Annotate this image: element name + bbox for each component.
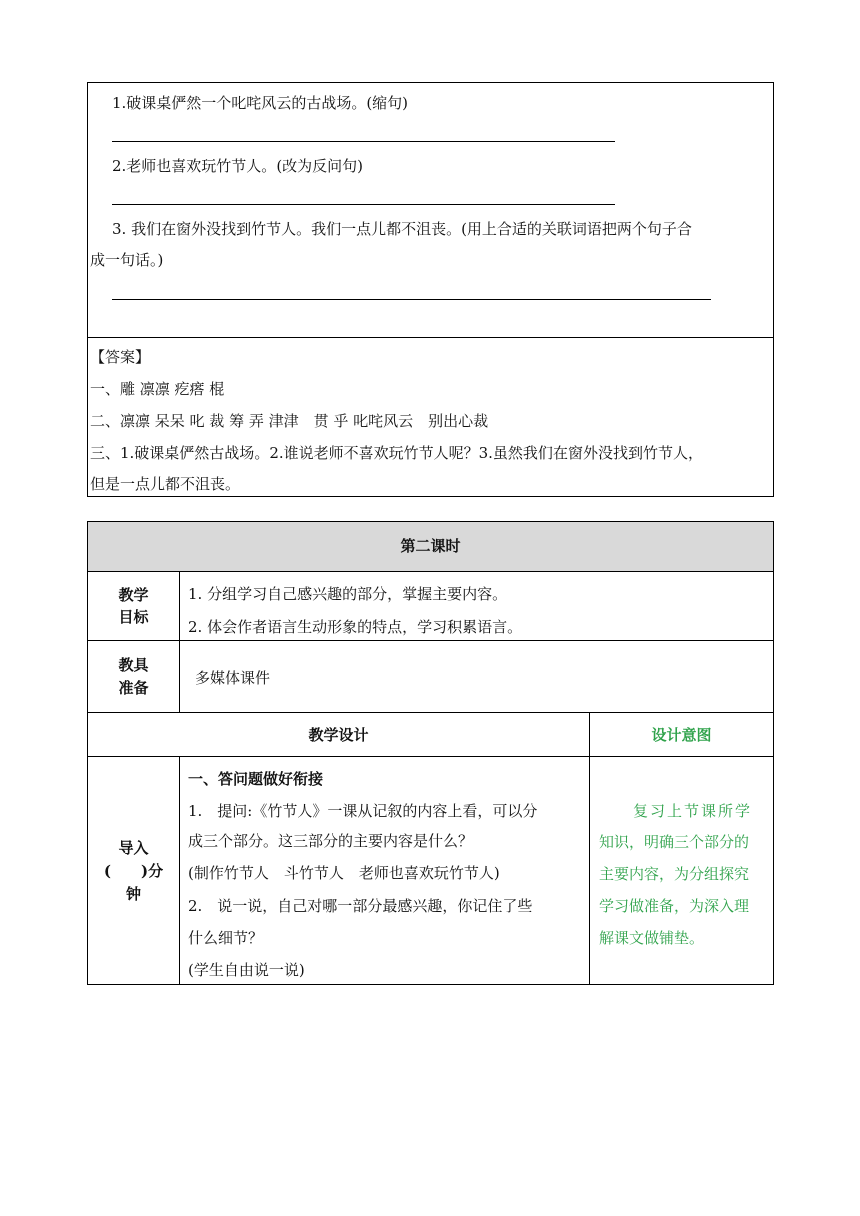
q1-answer-line (112, 141, 615, 142)
intent-line2: 知识，明确三个部分的 (599, 833, 750, 851)
answer-line2: 二、凛凛 呆呆 叱 裁 筹 弄 津津 贯 乎 叱咤风云 别出心裁 (90, 412, 489, 430)
tools-value: 多媒体课件 (195, 669, 271, 687)
step2-line1: 2. 说一说，自己对哪一部分最感兴趣，你记住了些 (188, 897, 533, 915)
intro-label-3: 钟 (125, 885, 141, 903)
lesson-title: 第二课时 (400, 537, 461, 555)
intent-line3: 主要内容，为分组探究 (599, 865, 750, 883)
exercise-q2: 2.老师也喜欢玩竹节人。(改为反问句) (112, 157, 364, 175)
exercise-q3-line1: 3. 我们在窗外没找到竹节人。我们一点儿都不沮丧。(用上合适的关联词语把两个句子合 (112, 220, 692, 238)
goals-label-2: 目标 (118, 608, 149, 626)
exercise-q3-line2: 成一句话。) (90, 251, 164, 269)
label-column-divider-1 (179, 571, 180, 712)
goal-1: 1. 分组学习自己感兴趣的部分，掌握主要内容。 (188, 585, 508, 603)
section-heading: 一、答问题做好衔接 (188, 770, 324, 788)
row-divider-4 (87, 756, 774, 757)
step2-line2: 什么细节？ (188, 929, 264, 947)
step1-line1: 1. 提问:《竹节人》一课从记叙的内容上看，可以分 (188, 802, 538, 820)
tools-label-1: 教具 (118, 656, 149, 674)
label-column-divider-2 (179, 756, 180, 985)
intro-label-2: ( )分 (103, 862, 164, 880)
answer-line4: 但是一点儿都不沮丧。 (90, 475, 241, 493)
intent-line1: 复习上节课所学 (633, 802, 753, 820)
intent-column-divider (589, 712, 590, 985)
step1-answer: (制作竹节人 斗竹节人 老师也喜欢玩竹节人) (188, 864, 500, 882)
row-divider-2 (87, 640, 774, 641)
exercise-q1: 1.破课桌俨然一个叱咤风云的古战场。(缩句) (112, 94, 409, 112)
row-divider-3 (87, 712, 774, 713)
goals-label-1: 教学 (118, 586, 149, 604)
answer-heading: 【答案】 (90, 348, 151, 366)
step2-answer: (学生自由说一说) (188, 961, 305, 979)
exercise-answer-divider (87, 337, 774, 338)
intent-line4: 学习做准备，为深入理 (599, 897, 750, 915)
q2-answer-line (112, 204, 615, 205)
intro-label-1: 导入 (118, 839, 149, 857)
exercise-box (87, 82, 774, 497)
answer-line3: 三、1.破课桌俨然古战场。2.谁说老师不喜欢玩竹节人呢？3.虽然我们在窗外没找到竹节人， (90, 444, 703, 462)
design-header: 教学设计 (308, 726, 369, 744)
intent-header: 设计意图 (651, 726, 712, 744)
answer-line1: 一、雕 凛凛 疙瘩 棍 (90, 380, 225, 398)
q3-answer-line (112, 299, 711, 300)
row-divider-1 (87, 571, 774, 572)
intent-line5: 解课文做铺垫。 (599, 929, 705, 947)
goal-2: 2. 体会作者语言生动形象的特点，学习积累语言。 (188, 618, 523, 636)
tools-label-2: 准备 (118, 679, 149, 697)
step1-line2: 成三个部分。这三部分的主要内容是什么？ (188, 832, 474, 850)
